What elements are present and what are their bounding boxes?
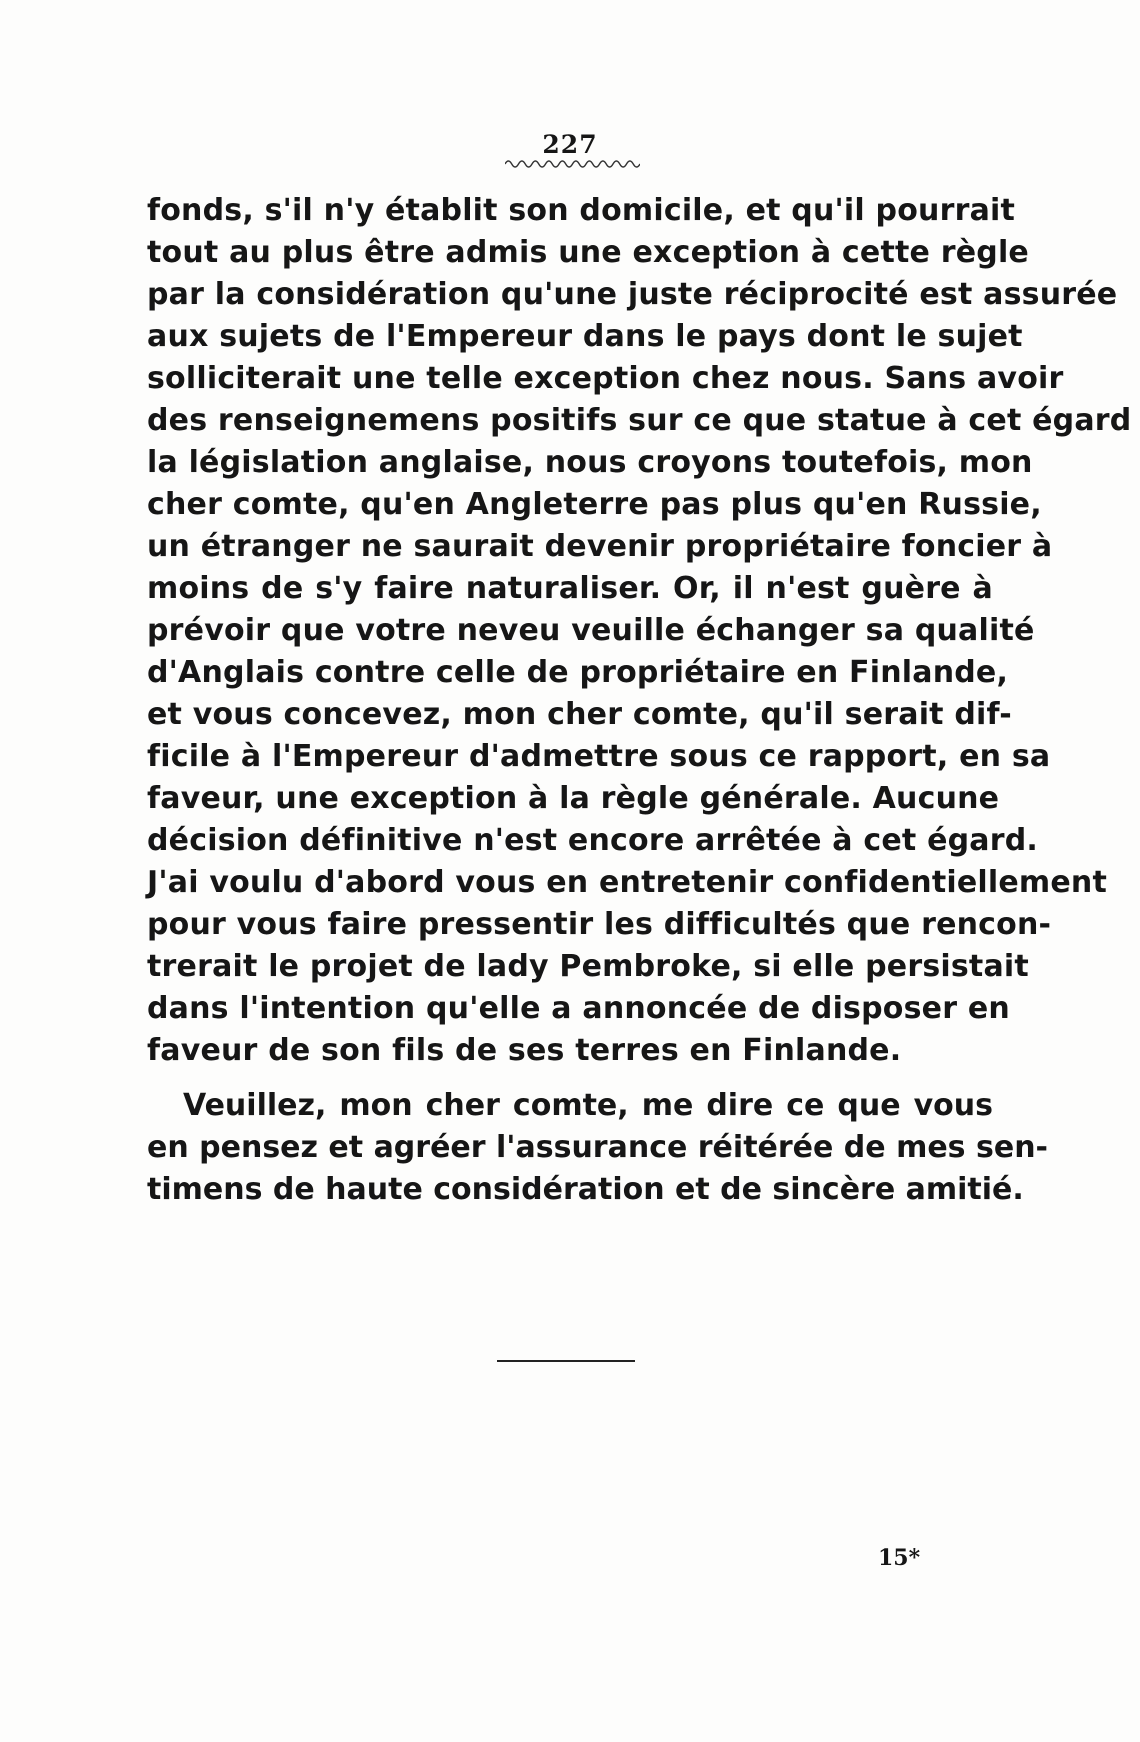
text-line: tout au plus être admis une exception à cette règle [147, 235, 1029, 270]
text-line: fonds, s'il n'y établit son domicile, et qu'il pourrait [147, 193, 1016, 228]
text-line: et vous concevez, mon cher comte, qu'il serait dif- [147, 697, 1012, 732]
text-line: un étranger ne saurait devenir propriétaire foncier à [147, 529, 1053, 564]
text-line: d'Anglais contre celle de propriétaire en Finlande, [147, 655, 1009, 690]
text-line: par la considération qu'une juste réciprocité est assurée [147, 277, 1118, 312]
letter-paragraph-2 [147, 1085, 1048, 1211]
text-line: solliciterait une telle exception chez nous. Sans avoir [147, 361, 1064, 396]
text-line: en pensez et agréer l'assurance réitérée de mes sen- [147, 1130, 1048, 1165]
text-line: Veuillez, mon cher comte, me dire ce que vous [183, 1088, 993, 1123]
text-line: cher comte, qu'en Angleterre pas plus qu'en Russie, [147, 487, 1042, 522]
text-line: décision définitive n'est encore arrêtée à cet égard. [147, 823, 1039, 858]
text-line: ficile à l'Empereur d'admettre sous ce rapport, en sa [147, 739, 1051, 774]
text-line: prévoir que votre neveu veuille échanger sa qualité [147, 613, 1035, 648]
text-line: moins de s'y faire naturaliser. Or, il n'est guère à [147, 571, 993, 606]
text-line: la législation anglaise, nous croyons toutefois, mon [147, 445, 1033, 480]
text-line: dans l'intention qu'elle a annoncée de disposer en [147, 991, 1010, 1026]
letter-paragraph-1 [147, 190, 1132, 1072]
text-line: faveur, une exception à la règle générale. Aucune [147, 781, 1000, 816]
text-line: timens de haute considération et de sincère amitié. [147, 1172, 1024, 1207]
text-line: J'ai voulu d'abord vous en entretenir confidentiellement [147, 865, 1108, 900]
wavy-ornament-rule [505, 158, 640, 170]
section-end-rule [497, 1360, 635, 1362]
text-line: des renseignemens positifs sur ce que statue à cet égard [147, 403, 1132, 438]
text-line: aux sujets de l'Empereur dans le pays dont le sujet [147, 319, 1023, 354]
printer-signature-mark: 15* [878, 1545, 921, 1571]
page-number: 227 [542, 130, 598, 159]
text-line: faveur de son fils de ses terres en Finlande. [147, 1033, 902, 1068]
text-line: pour vous faire pressentir les difficultés que rencon- [147, 907, 1052, 942]
text-line: trerait le projet de lady Pembroke, si elle persistait [147, 949, 1029, 984]
